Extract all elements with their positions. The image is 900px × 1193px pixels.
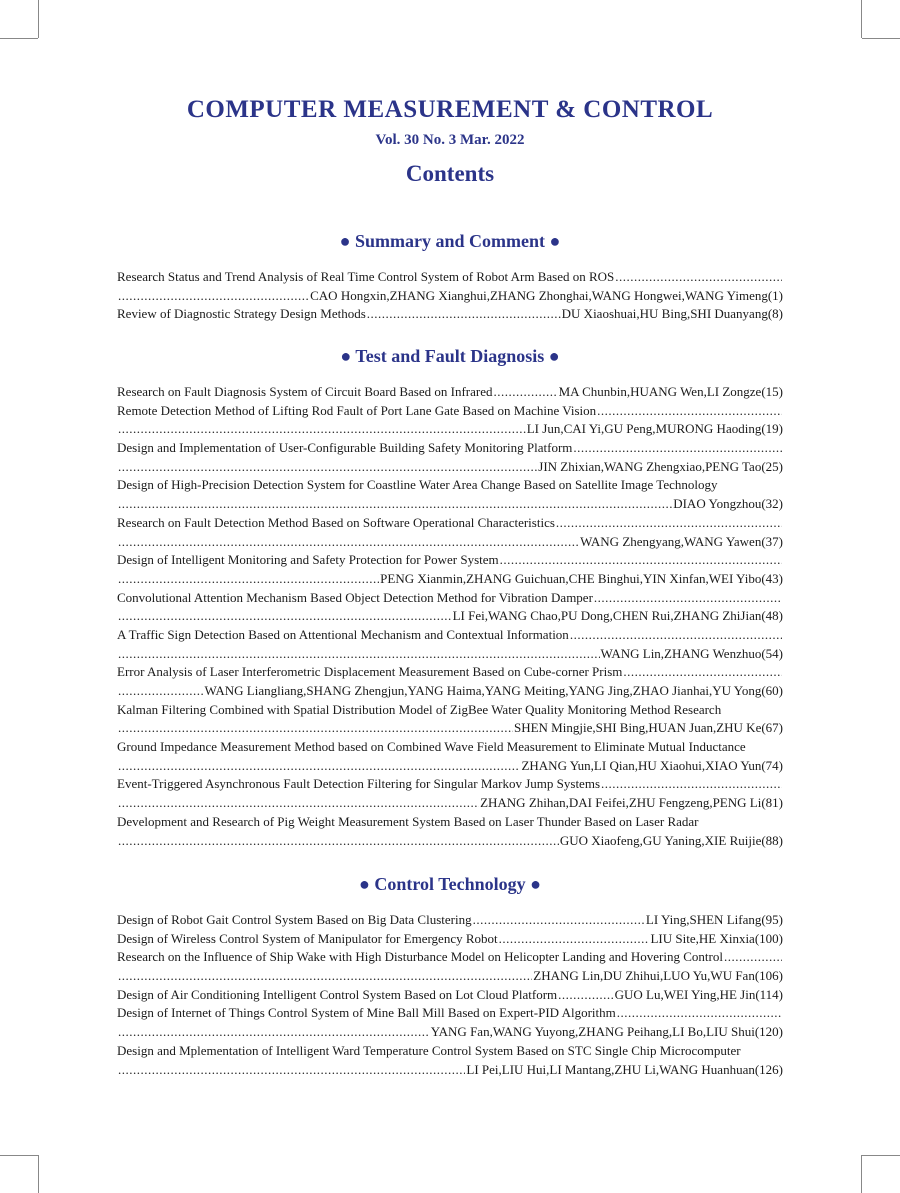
entry-authors: CAO Hongxin,ZHANG Xianghui,ZHANG Zhonghai,WANG Hongwei,WANG Yimeng(1) [310, 287, 783, 303]
crop-mark [0, 1155, 38, 1156]
entry-title: Research on Fault Detection Method Based on Software Operational Characteristics [117, 514, 555, 530]
toc-entry[interactable] [117, 911, 783, 930]
toc-entry[interactable] [117, 701, 783, 738]
crop-mark [862, 1155, 900, 1156]
entry-authors: MA Chunbin,HUANG Wen,LI Zongze(15) [558, 384, 783, 399]
entry-authors: JIN Zhixian,WANG Zhengxiao,PENG Tao(25) [538, 458, 783, 474]
toc-entry[interactable] [117, 514, 783, 551]
entry-title: Design of Internet of Things Control System of Mine Ball Mill Based on Expert-PID Algorithm [117, 1005, 616, 1021]
toc-entry[interactable] [117, 948, 783, 985]
section-heading-control: ● Control Technology ● [359, 874, 541, 894]
entry-title: Research Status and Trend Analysis of Real Time Control System of Robot Arm Based on ROS [117, 269, 615, 284]
section-summary-entries [117, 268, 783, 324]
entry-title: Design of High-Precision Detection System for Coastline Water Area Change Based on Satellite Image Technology [117, 477, 718, 493]
toc-entry[interactable] [117, 986, 783, 1005]
issue-info: Vol. 30 No. 3 Mar. 2022 [375, 132, 525, 148]
entry-title: Remote Detection Method of Lifting Rod Fault of Port Lane Gate Based on Machine Vision [117, 402, 597, 418]
entry-title: Design of Intelligent Monitoring and Safety Protection for Power System [117, 552, 499, 568]
entry-title: Review of Diagnostic Strategy Design Methods [117, 306, 366, 322]
entry-title: Design and Implementation of User-Configurable Building Safety Monitoring Platform [117, 440, 573, 456]
entry-title: Development and Research of Pig Weight Measurement System Based on Laser Thunder Based on Laser Radar [117, 813, 699, 829]
journal-title: COMPUTER MEASUREMENT & CONTROL [186, 96, 714, 123]
toc-entry[interactable] [117, 589, 783, 626]
toc-entry[interactable] [117, 402, 783, 439]
entry-authors: GUO Xiaofeng,GU Yaning,XIE Ruijie(88) [559, 832, 783, 848]
toc-entry[interactable] [117, 626, 783, 663]
toc-entry[interactable] [117, 439, 783, 476]
toc-entry[interactable] [117, 663, 783, 700]
toc-entry[interactable] [117, 305, 783, 324]
entry-authors: ZHANG Yun,LI Qian,HU Xiaohui,XIAO Yun(74) [521, 757, 783, 773]
page-header [0, 96, 900, 187]
entry-authors: SHEN Mingjie,SHI Bing,HUAN Juan,ZHU Ke(67) [513, 720, 783, 736]
entry-title: Design and Mplementation of Intelligent Ward Temperature Control System Based on STC Single Chip Microcomputer [117, 1042, 741, 1058]
entry-title: Convolutional Attention Mechanism Based Object Detection Method for Vibration Damper [117, 589, 593, 605]
entry-authors: PENG Xianmin,ZHANG Guichuan,CHE Binghui,YIN Xinfan,WEI Yibo(43) [380, 570, 783, 586]
entry-authors: YANG Fan,WANG Yuyong,ZHANG Peihang,LI Bo,LIU Shui(120) [430, 1024, 783, 1040]
section-heading-summary: ● Summary and Comment ● [339, 231, 561, 251]
entry-authors: DU Xiaoshuai,HU Bing,SHI Duanyang(8) [561, 306, 783, 322]
toc-entry[interactable] [117, 476, 783, 513]
entry-title: Research on Fault Diagnosis System of Circuit Board Based on Infrared [117, 384, 493, 399]
entry-authors: DIAO Yongzhou(32) [673, 496, 783, 512]
contents-title: Contents [405, 161, 495, 186]
toc-entry[interactable] [117, 738, 783, 775]
entry-authors: WANG Zhengyang,WANG Yawen(37) [580, 533, 783, 549]
entry-authors: LI Fei,WANG Chao,PU Dong,CHEN Rui,ZHANG ZhiJian(48) [452, 608, 783, 624]
entry-authors: WANG Lin,ZHANG Wenzhuo(54) [600, 645, 783, 661]
entry-authors: LI Jun,CAI Yi,GU Peng,MURONG Haoding(19) [526, 421, 783, 437]
crop-mark [861, 0, 862, 38]
entry-title: Design of Wireless Control System of Manipulator for Emergency Robot [117, 930, 498, 946]
toc-entry[interactable] [117, 930, 783, 949]
crop-mark [861, 1155, 862, 1193]
entry-title: Kalman Filtering Combined with Spatial Distribution Model of ZigBee Water Quality Monitoring Method Research [117, 701, 722, 717]
section-heading-test-fault: ● Test and Fault Diagnosis ● [340, 346, 560, 366]
toc-entry[interactable] [117, 268, 783, 305]
entry-title: Design of Air Conditioning Intelligent Control System Based on Lot Cloud Platform [117, 986, 558, 1002]
entry-title: Error Analysis of Laser Interferometric Displacement Measurement Based on Cube-corner Prism [117, 664, 623, 680]
section-control-entries [117, 911, 783, 1079]
entry-authors: WANG Liangliang,SHANG Zhengjun,YANG Haima,YANG Meiting,YANG Jing,ZHAO Jianhai,YU Yong(60) [204, 683, 783, 698]
entry-authors: ZHANG Lin,DU Zhihui,LUO Yu,WU Fan(106) [533, 968, 783, 984]
entry-title: Research on the Influence of Ship Wake with High Disturbance Model on Helicopter Landing and Hovering Control [117, 949, 723, 965]
crop-mark [862, 38, 900, 39]
toc-entry[interactable] [117, 1042, 783, 1079]
entry-authors: LI Ying,SHEN Lifang(95) [645, 912, 783, 927]
entry-title: Ground Impedance Measurement Method based on Combined Wave Field Measurement to Eliminate Mutual Inductance [117, 739, 746, 755]
entry-title: Design of Robot Gait Control System Based on Big Data Clustering [117, 912, 472, 927]
toc-entry[interactable] [117, 775, 783, 812]
toc-entry[interactable] [117, 813, 783, 850]
crop-mark [0, 38, 38, 39]
entry-title: Event-Triggered Asynchronous Fault Detection Filtering for Singular Markov Jump Systems [117, 776, 600, 792]
toc-entry[interactable] [117, 1004, 783, 1041]
crop-mark [38, 0, 39, 38]
toc-entry[interactable] [117, 383, 783, 402]
toc-entry[interactable] [117, 551, 783, 588]
entry-authors: GUO Lu,WEI Ying,HE Jin(114) [614, 986, 783, 1002]
entry-title: A Traffic Sign Detection Based on Attentional Mechanism and Contextual Information [117, 626, 569, 642]
section-test-fault-entries [117, 383, 783, 850]
entry-authors: ZHANG Zhihan,DAI Feifei,ZHU Fengzeng,PENG Li(81) [480, 795, 783, 811]
entry-authors: LIU Site,HE Xinxia(100) [650, 930, 783, 946]
entry-authors: LI Pei,LIU Hui,LI Mantang,ZHU Li,WANG Huanhuan(126) [466, 1061, 783, 1077]
crop-mark [38, 1155, 39, 1193]
